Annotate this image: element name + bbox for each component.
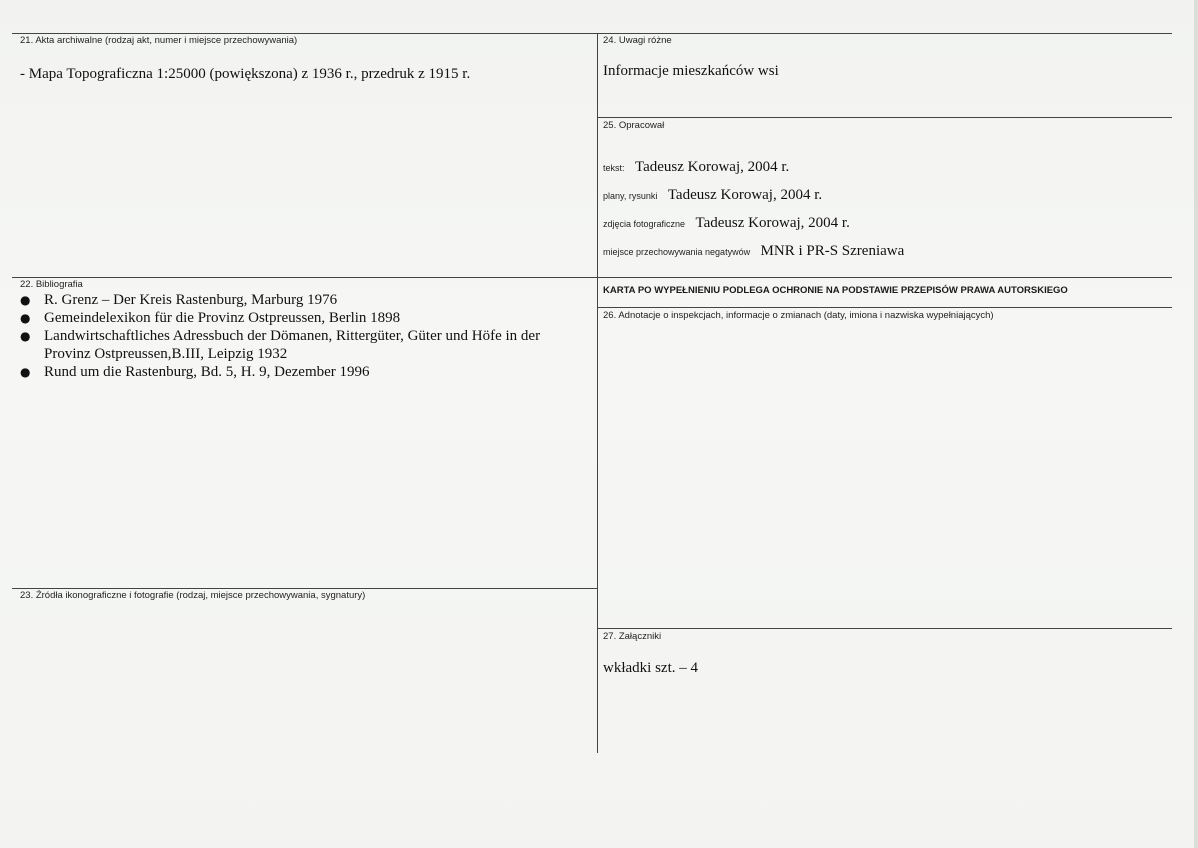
divider-26-27	[597, 628, 1172, 629]
section-27-content: wkładki szt. – 4	[603, 660, 698, 676]
bibliography-item-text: Rund um die Rastenburg, Bd. 5, H. 9, Dezember 1996	[44, 364, 370, 380]
scan-edge	[1194, 0, 1198, 848]
author-row-text	[603, 158, 789, 176]
section-25-label: 25. Opracował	[603, 120, 665, 131]
author-row-label: plany, rysunki	[603, 191, 658, 201]
bibliography-item-text: R. Grenz – Der Kreis Rastenburg, Marburg 1976	[44, 292, 338, 308]
section-22-label: 22. Bibliografia	[20, 279, 83, 290]
author-row-value: Tadeusz Korowaj, 2004 r.	[695, 215, 850, 231]
bullet-icon: ●	[20, 365, 31, 379]
bullet-icon: ●	[20, 293, 31, 307]
section-27-label: 27. Załączniki	[603, 631, 662, 642]
bibliography-item	[20, 327, 590, 363]
section-24-label: 24. Uwagi różne	[603, 35, 672, 46]
divider-notice-26	[597, 307, 1172, 308]
bullet-icon: ●	[20, 329, 31, 343]
author-row-value: MNR i PR-S Szreniawa	[760, 243, 905, 259]
author-row-drawings	[603, 186, 822, 204]
negatives-storage-row	[603, 242, 904, 260]
top-rule	[12, 33, 1172, 34]
divider-24-25	[597, 117, 1172, 118]
section-21-label: 21. Akta archiwalne (rodzaj akt, numer i miejsce przechowywania)	[20, 35, 298, 46]
author-row-value: Tadeusz Korowaj, 2004 r.	[634, 159, 790, 175]
bibliography-item	[20, 363, 590, 381]
bullet-icon: ●	[20, 311, 31, 325]
bibliography-item-text: Landwirtschaftliches Adressbuch der Dömanen, Rittergüter, Güter und Höfe in der	[44, 328, 541, 344]
column-divider	[597, 33, 598, 753]
author-row-label: tekst:	[603, 163, 625, 173]
section-24-content: Informacje mieszkańców wsi	[603, 63, 779, 79]
divider-21-22	[12, 277, 597, 278]
divider-22-23	[12, 588, 597, 589]
author-row-photos	[603, 214, 850, 232]
bibliography-item-text: Gemeindelexikon für die Provinz Ostpreussen, Berlin 1898	[44, 310, 401, 326]
section-21-content: - Mapa Topograficzna 1:25000 (powiększona) z 1936 r., przedruk z 1915 r.	[20, 66, 471, 82]
copyright-notice: KARTA PO WYPEŁNIENIU PODLEGA OCHRONIE NA PODSTAWIE PRZEPISÓW PRAWA AUTORSKIEGO	[603, 285, 1068, 296]
section-26-label: 26. Adnotacje o inspekcjach, informacje o zmianach (daty, imiona i nazwiska wypełniających)	[603, 310, 994, 321]
section-23-label: 23. Źródła ikonograficzne i fotografie (rodzaj, miejsce przechowywania, sygnatury)	[20, 590, 366, 601]
author-row-label: miejsce przechowywania negatywów	[603, 247, 751, 257]
bibliography-item	[20, 291, 590, 309]
author-row-value: Tadeusz Korowaj, 2004 r.	[667, 187, 823, 203]
bibliography-list	[20, 291, 590, 381]
bibliography-item	[20, 309, 590, 327]
author-row-label: zdjęcia fotograficzne	[603, 219, 686, 229]
bibliography-item-text-continued: Provinz Ostpreussen,B.III, Leipzig 1932	[44, 346, 288, 362]
divider-25-notice	[597, 277, 1172, 278]
